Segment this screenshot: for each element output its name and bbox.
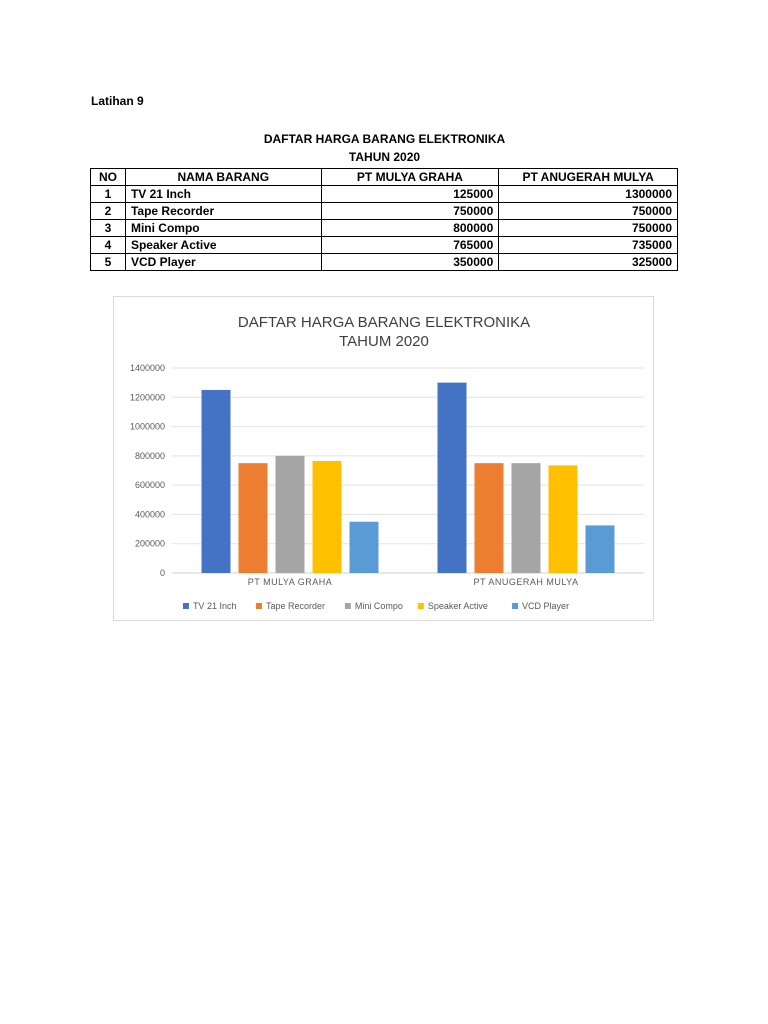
bar-speaker-active: [549, 465, 578, 573]
cell-price-mulya-graha: 765000: [321, 237, 499, 254]
cell-price-mulya-graha: 125000: [321, 186, 499, 203]
cell-no: 5: [91, 254, 126, 271]
y-tick-label: 1400000: [129, 363, 165, 373]
bar-speaker-active: [313, 461, 342, 573]
y-tick-label: 200000: [134, 538, 165, 549]
legend-swatch: [345, 603, 351, 609]
bar-tv-21-inch: [202, 390, 231, 573]
y-tick-label: 800000: [134, 450, 165, 461]
x-tick-label: PT ANUGERAH MULYA: [473, 577, 579, 587]
cell-item-name: TV 21 Inch: [125, 186, 321, 203]
cell-item-name: VCD Player: [125, 254, 321, 271]
cell-item-name: Tape Recorder: [125, 203, 321, 220]
cell-price-anugerah-mulya: 1300000: [499, 186, 678, 203]
chart-canvas: [114, 297, 653, 620]
table-row: [91, 220, 678, 237]
bar-tv-21-inch: [438, 383, 467, 573]
chart-title: DAFTAR HARGA BARANG ELEKTRONIKA: [237, 314, 531, 331]
cell-no: 2: [91, 203, 126, 220]
cell-price-anugerah-mulya: 750000: [499, 220, 678, 237]
bar-mini-compo: [276, 456, 305, 573]
y-tick-label: 1000000: [129, 421, 165, 432]
document-subtitle: TAHUN 2020: [348, 150, 421, 164]
table-row: [91, 254, 678, 271]
legend-item-label: TV 21 Inch: [192, 601, 237, 611]
legend-item-label: Tape Recorder: [265, 601, 325, 611]
document-heading: Latihan 9: [91, 94, 144, 108]
price-table: [90, 168, 678, 271]
legend-item-label: Mini Compo: [354, 601, 403, 611]
x-tick-label: PT MULYA GRAHA: [247, 577, 333, 587]
legend-swatch: [418, 603, 424, 609]
legend-swatch: [512, 603, 518, 609]
chart-y-axis: [130, 363, 165, 578]
table-row: [91, 186, 678, 203]
header-pt-mulya-graha: PT MULYA GRAHA: [321, 169, 499, 186]
bar-tape-recorder: [239, 463, 268, 573]
table-header-row: [91, 169, 678, 186]
cell-no: 1: [91, 186, 126, 203]
bar-vcd-player: [350, 522, 379, 573]
cell-price-anugerah-mulya: 325000: [499, 254, 678, 271]
header-no: NO: [91, 169, 126, 186]
bar-tape-recorder: [475, 463, 504, 573]
chart-x-axis: [248, 577, 579, 587]
cell-price-mulya-graha: 800000: [321, 220, 499, 237]
legend-swatch: [256, 603, 262, 609]
cell-price-mulya-graha: 750000: [321, 203, 499, 220]
bar-mini-compo: [512, 463, 541, 573]
table-row: [91, 237, 678, 254]
y-tick-label: 1200000: [129, 392, 165, 403]
cell-item-name: Speaker Active: [125, 237, 321, 254]
y-tick-label: 600000: [134, 480, 165, 491]
chart-subtitle: TAHUM 2020: [339, 333, 429, 350]
cell-price-mulya-graha: 350000: [321, 254, 499, 271]
document-title: DAFTAR HARGA BARANG ELEKTRONIKA: [263, 132, 506, 146]
table-row: [91, 203, 678, 220]
cell-no: 3: [91, 220, 126, 237]
bar-chart: [113, 296, 654, 621]
legend-item-label: Speaker Active: [427, 601, 488, 611]
legend-item-label: VCD Player: [522, 601, 570, 611]
bar-vcd-player: [586, 525, 615, 573]
chart-bars: [202, 383, 615, 573]
y-tick-label: 400000: [134, 509, 165, 520]
cell-price-anugerah-mulya: 735000: [499, 237, 678, 254]
cell-no: 4: [91, 237, 126, 254]
chart-legend: [183, 601, 569, 611]
header-pt-anugerah-mulya: PT ANUGERAH MULYA: [499, 169, 678, 186]
legend-swatch: [183, 603, 189, 609]
cell-price-anugerah-mulya: 750000: [499, 203, 678, 220]
header-item-name: NAMA BARANG: [125, 169, 321, 186]
y-tick-label: 0: [159, 568, 165, 578]
cell-item-name: Mini Compo: [125, 220, 321, 237]
